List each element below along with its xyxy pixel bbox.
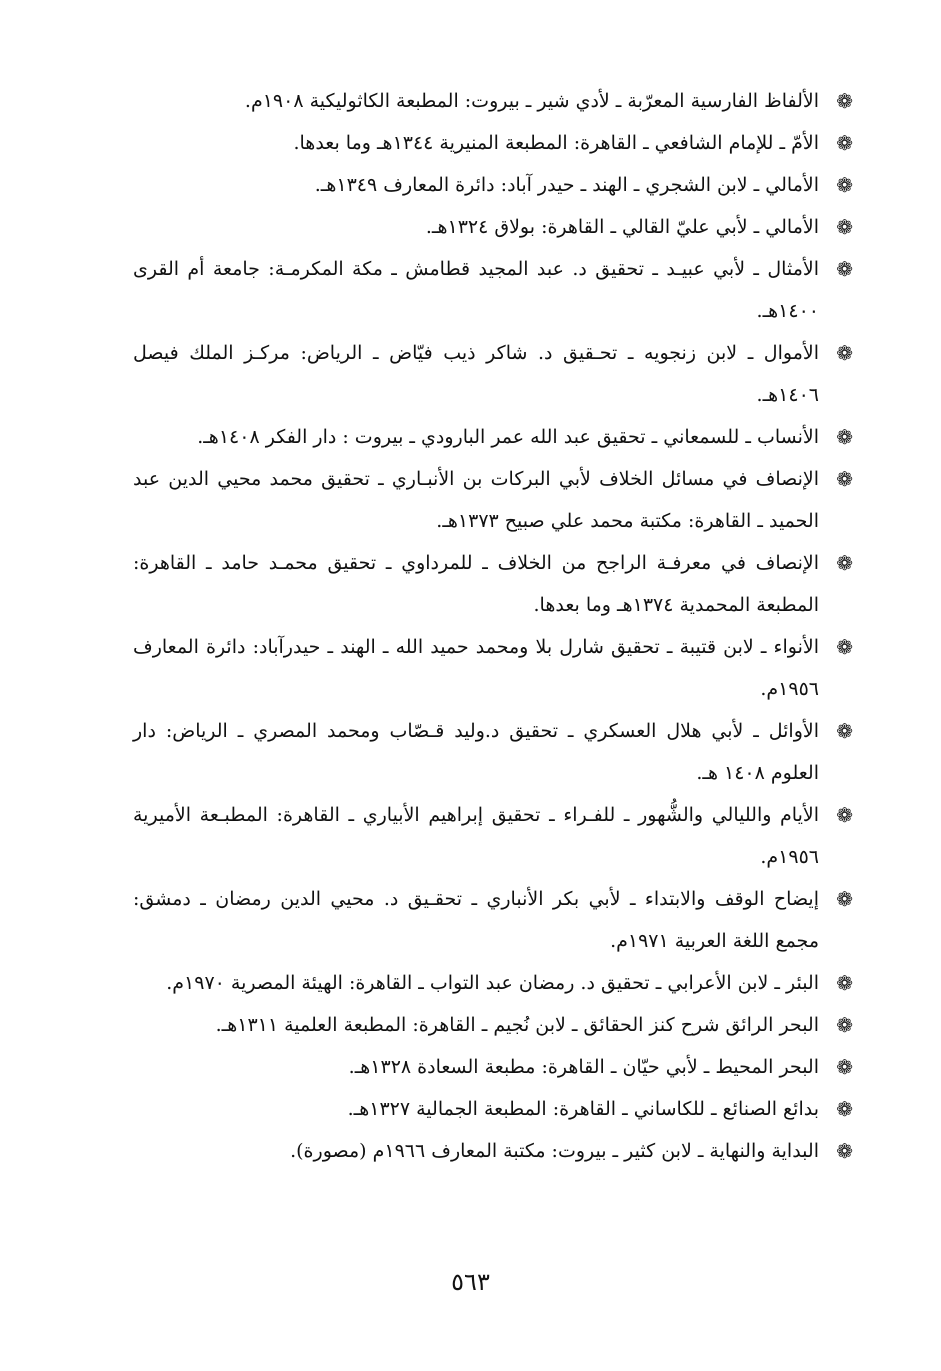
flower-bullet-icon: ❁ xyxy=(836,1055,853,1079)
bibliography-entry xyxy=(133,542,853,626)
flower-bullet-icon: ❁ xyxy=(836,803,853,827)
entry-text: الألفاظ الفارسية المعرّبة ـ لأدي شير ـ بيروت: المطبعة الكاثوليكية ١٩٠٨م. xyxy=(244,90,819,112)
bibliography-entry xyxy=(133,332,853,416)
flower-bullet-icon: ❁ xyxy=(836,1013,853,1037)
bibliography-entry xyxy=(133,710,853,794)
bibliography-entry xyxy=(133,626,853,710)
entry-text: الأنساب ـ للسمعاني ـ تحقيق عبد الله عمر البارودي ـ بيروت : دار الفكر ١٤٠٨هـ. xyxy=(197,426,819,448)
flower-bullet-icon: ❁ xyxy=(836,425,853,449)
flower-bullet-icon: ❁ xyxy=(836,551,853,575)
entry-text: الإنصاف في معرفـة الراجح من الخلاف ـ للمرداوي ـ تحقيق محمـد حامد ـ القاهرة: المطبعة المحمدية ١٣٧٤هـ وما بعدها. xyxy=(133,552,819,616)
bibliography-entry xyxy=(133,458,853,542)
flower-bullet-icon: ❁ xyxy=(836,887,853,911)
bibliography-entry xyxy=(133,80,853,122)
entry-text: الأمالي ـ لابن الشجري ـ الهند ـ حيدر آباد: دائرة المعارف ١٣٤٩هـ. xyxy=(314,174,819,196)
bibliography-list xyxy=(133,80,853,1172)
flower-bullet-icon: ❁ xyxy=(836,341,853,365)
entry-text: البحر المحيط ـ لأبي حيّان ـ القاهرة: مطبعة السعادة ١٣٢٨هـ. xyxy=(348,1056,819,1078)
bibliography-entry xyxy=(133,416,853,458)
flower-bullet-icon: ❁ xyxy=(836,131,853,155)
bibliography-entry xyxy=(133,248,853,332)
entry-text: إيضاح الوقف والابتداء ـ لأبي بكر الأنباري ـ تحقـيق د. محيي الدين رمضان ـ دمشق: مجمع اللغة العربية ١٩٧١م. xyxy=(133,888,819,952)
bibliography-entry xyxy=(133,1088,853,1130)
flower-bullet-icon: ❁ xyxy=(836,1139,853,1163)
flower-bullet-icon: ❁ xyxy=(836,635,853,659)
bibliography-entry xyxy=(133,1130,853,1172)
entry-text: الأمالي ـ لأبي عليّ القالي ـ القاهرة: بولاق ١٣٢٤هـ. xyxy=(425,216,819,238)
entry-text: الأمّ ـ للإمام الشافعي ـ القاهرة: المطبعة المنيرية ١٣٤٤هـ وما بعدها. xyxy=(293,132,819,154)
entry-text: الأموال ـ لابن زنجويه ـ تحـقيق د. شاكر ذيب فيّاض ـ الرياض: مركـز الملك فيصل ١٤٠٦هـ. xyxy=(133,342,819,406)
bibliography-entry xyxy=(133,878,853,962)
entry-text: الأنواء ـ لابن قتيبة ـ تحقيق شارل بلا ومحمد حميد الله ـ الهند ـ حيدرآباد: دائرة المعارف ١٩٥٦م. xyxy=(133,636,819,700)
bibliography-entry xyxy=(133,962,853,1004)
flower-bullet-icon: ❁ xyxy=(836,971,853,995)
flower-bullet-icon: ❁ xyxy=(836,215,853,239)
entry-text: الإنصاف في مسائل الخلاف لأبي البركات بن الأنبـاري ـ تحقيق محمد محيي الدين عبد الحميد ـ القاهرة: مكتبة محمد علي صبيح ١٣٧٣هـ. xyxy=(133,468,819,532)
flower-bullet-icon: ❁ xyxy=(836,1097,853,1121)
bibliography-entry xyxy=(133,1004,853,1046)
entry-text: البئر ـ لابن الأعرابي ـ تحقيق د. رمضان عبد التواب ـ القاهرة: الهيئة المصرية ١٩٧٠م. xyxy=(166,972,819,994)
flower-bullet-icon: ❁ xyxy=(836,467,853,491)
bibliography-entry xyxy=(133,794,853,878)
entry-text: البحر الرائق شرح كنز الحقائق ـ لابن نُجيم ـ القاهرة: المطبعة العلمية ١٣١١هـ. xyxy=(215,1014,819,1036)
entry-text: الأمثال ـ لأبي عبيـد ـ تحقيق د. عبد المجيد قطامش ـ مكة المكرمـة: جامعة أم القرى ١٤٠٠هـ. xyxy=(133,258,819,322)
bibliography-entry xyxy=(133,1046,853,1088)
bibliography-entry xyxy=(133,206,853,248)
flower-bullet-icon: ❁ xyxy=(836,173,853,197)
entry-text: بدائع الصنائع ـ للكاساني ـ القاهرة: المطبعة الجمالية ١٣٢٧هـ. xyxy=(347,1098,819,1120)
page-number: ٥٦٣ xyxy=(451,1268,490,1296)
bibliography-entry xyxy=(133,122,853,164)
bibliography-entry xyxy=(133,164,853,206)
flower-bullet-icon: ❁ xyxy=(836,89,853,113)
entry-text: الأوائل ـ لأبي هلال العسكري ـ تحقيق د.وليد قـصّاب ومحمد المصري ـ الرياض: دار العلوم ١٤٠٨ هـ. xyxy=(133,720,819,784)
flower-bullet-icon: ❁ xyxy=(836,257,853,281)
entry-text: البداية والنهاية ـ لابن كثير ـ بيروت: مكتبة المعارف ١٩٦٦م (مصورة). xyxy=(290,1140,819,1162)
flower-bullet-icon: ❁ xyxy=(836,719,853,743)
entry-text: الأيام والليالي والشُّهور ـ للفـراء ـ تحقيق إبراهيم الأبياري ـ القاهرة: المطبـعة الأميرية ١٩٥٦م. xyxy=(133,804,819,868)
